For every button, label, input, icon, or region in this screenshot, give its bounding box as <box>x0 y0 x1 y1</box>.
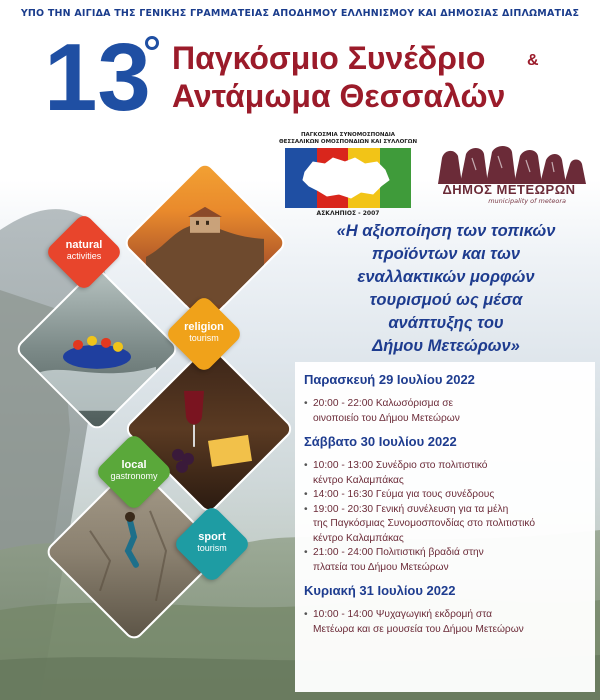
schedule-panel <box>295 362 595 692</box>
federation-logo-top-text-2: ΘΕΣΣΑΛΙΚΩΝ ΟΜΟΣΠΟΝΔΙΩΝ ΚΑΙ ΣΥΛΛΟΓΩΝ <box>278 138 418 145</box>
natural-tag-title: natural <box>65 239 103 251</box>
title-ampersand: & <box>527 52 539 69</box>
list-item-line: • 14:00 - 16:30 Γεύμα για τους συνέδρους <box>313 489 495 500</box>
list-item-line: • 20:00 - 22:00 Καλωσόρισμα σε <box>313 398 454 409</box>
quote-line-2: προϊόντων και των <box>371 245 521 263</box>
quote-line-1: «Η αξιοποίηση των τοπικών <box>336 222 556 240</box>
list-item-line: κέντρο Καλαμπάκας <box>313 474 404 486</box>
religion-tag-title: religion <box>184 321 224 333</box>
list-item-line: • 21:00 - 24:00 Πολιτιστική βραδιά στην <box>313 547 484 558</box>
list-item-line: οινοποιείο του Δήμου Μετεώρων <box>313 412 460 424</box>
edition-number: 13 <box>44 24 151 131</box>
conference-theme-quote <box>296 220 596 358</box>
list-item-line: • 10:00 - 14:00 Ψυχαγωγική εκδρομή στα <box>313 609 492 620</box>
quote-line-3: εναλλακτικών μορφών <box>357 268 535 286</box>
day-heading-saturday: Σάββατο 30 Ιουλίου 2022 <box>304 434 457 449</box>
local-gastronomy-label <box>102 460 166 481</box>
list-item-line: Μετέωρα και σε μουσεία του Δήμου Μετεώρων <box>313 623 524 635</box>
list-item-line: κέντρο Καλαμπάκας <box>313 532 404 544</box>
federation-logo <box>276 132 420 220</box>
list-item <box>304 546 587 575</box>
sport-tag-sub: tourism <box>197 542 227 553</box>
natural-tag-sub: activities <box>66 250 102 261</box>
title-line-1: Παγκόσμιο Συνέδριο <box>172 40 486 76</box>
quote-line-6: Δήμου Μετεώρων» <box>372 337 520 355</box>
list-item-line: πλατεία του Δήμου Μετεώρων <box>313 561 449 573</box>
local-tag-sub: gastronomy <box>110 470 158 481</box>
aegis-line: ΥΠΟ ΤΗΝ ΑΙΓΙΔΑ ΤΗΣ ΓΕΝΙΚΗΣ ΓΡΑΜΜΑΤΕΙΑΣ ΑΠΟΔΗΜΟΥ ΕΛΛΗΝΙΣΜΟΥ ΚΑΙ ΔΗΜΟΣΙΑΣ ΔΙΠΛΩΜΑΤΙΑΣ <box>20 8 580 19</box>
meteora-rocks-icon <box>432 144 592 184</box>
list-item-line: • 19:00 - 20:30 Γενική συνέλευση για τα μέλη <box>313 503 509 515</box>
friday-schedule-list <box>304 397 587 426</box>
sunday-schedule-list <box>304 608 587 637</box>
thessaly-map-icon <box>299 154 395 200</box>
sport-tag-title: sport <box>198 531 226 543</box>
federation-logo-bottom-text: ΑΣΚΛΗΠΙΟΣ - 2007 <box>316 210 380 218</box>
list-item <box>304 488 587 503</box>
federation-flag <box>285 148 411 208</box>
day-heading-friday: Παρασκευή 29 Ιουλίου 2022 <box>304 372 475 387</box>
religion-tag-sub: tourism <box>189 332 219 343</box>
day-heading-sunday: Κυριακή 31 Ιουλίου 2022 <box>304 583 456 598</box>
municipality-logo <box>428 144 588 206</box>
municipality-name: ΔΗΜΟΣ ΜΕΤΕΩΡΩΝ <box>442 182 576 197</box>
list-item <box>304 397 587 426</box>
list-item <box>304 503 587 547</box>
list-item-line: • 10:00 - 13:00 Συνέδριο στο πολιτιστικό <box>313 460 488 471</box>
list-item-line: της Παγκόσμιας Συνομοσπονδίας στο πολιτιστικό <box>313 518 535 529</box>
quote-line-4: τουρισμού ως μέσα <box>369 291 523 309</box>
municipality-subtitle: municipality of meteora <box>488 197 566 205</box>
natural-activities-label <box>56 240 112 261</box>
quote-line-5: ανάπτυξης του <box>388 314 504 332</box>
title-line-2: Αντάμωμα Θεσσαλών <box>172 78 506 114</box>
list-item <box>304 459 587 488</box>
degree-mark <box>145 36 159 50</box>
saturday-schedule-list <box>304 459 587 575</box>
list-item <box>304 608 587 637</box>
religion-tourism-label <box>176 322 232 343</box>
local-tag-title: local <box>121 459 147 471</box>
federation-logo-top-text-1: ΠΑΓΚΟΣΜΙΑ ΣΥΝΟΜΟΣΠΟΝΔΙΑ <box>300 132 396 138</box>
sport-tourism-label <box>184 532 240 553</box>
